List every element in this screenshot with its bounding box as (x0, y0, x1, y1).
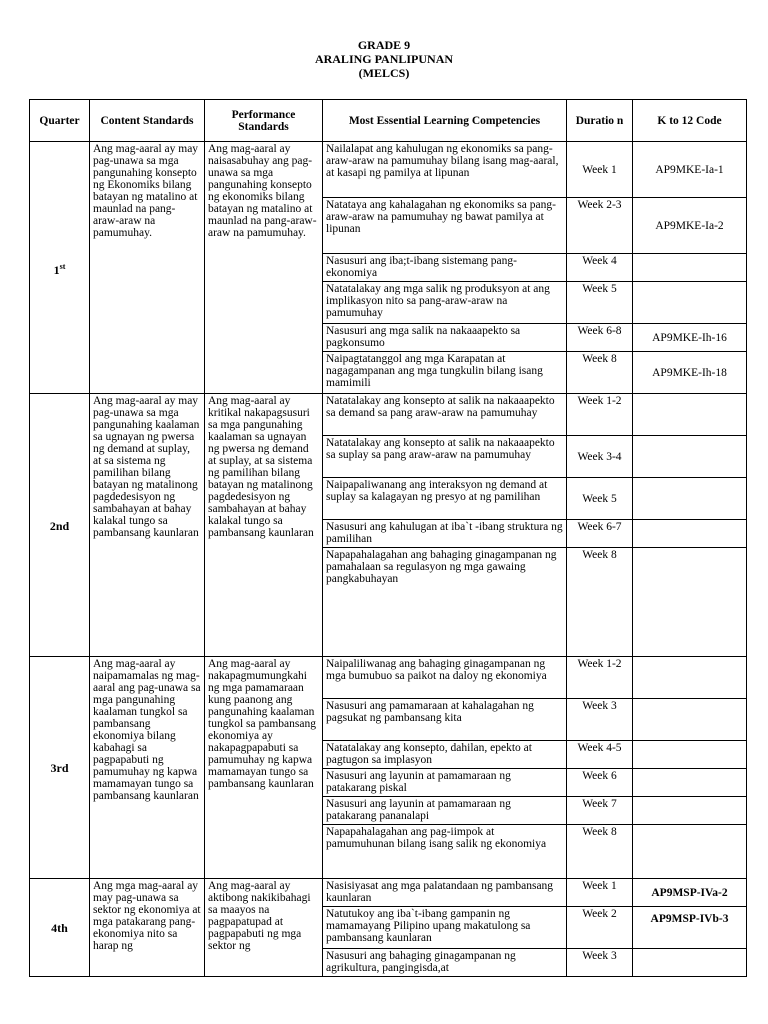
content-standard-cell: Ang mag-aaral ay may pag-unawa sa mga pangunahing konsepto ng Ekonomiks bilang batayan ng matalino at maunlad na pang-araw-araw na pamumuhay. (90, 142, 205, 394)
code-cell (633, 699, 747, 741)
table-row (30, 657, 747, 699)
doc-title-grade: GRADE 9 (357, 38, 411, 52)
col-header-quarter: Quarter (30, 100, 90, 142)
duration-cell: Week 3-4 (567, 436, 633, 478)
col-header-duration: Duratio n (567, 100, 633, 142)
table-row (30, 394, 747, 436)
doc-title-melcs: (MELCS) (358, 66, 410, 80)
performance-standard-cell: Ang mag-aaral ay aktibong nakikibahagi sa maayos na pagpapatupad at pagpapabuti ng mga sektor ng (205, 879, 323, 977)
performance-standard-cell: Ang mag-aaral ay kritikal nakapagsusuri sa mga pangunahing kaalaman sa ugnayan ng pwersa ng demand at suplay, at sa sistema ng pamilihan bilang batayan ng matalinong pagdedesisyon ng sambahayan at bahay kalakal tungo sa pambansang kaunlaran (205, 394, 323, 657)
competency-cell: Nasusuri ang kahulugan at iba`t -ibang struktura ng pamilihan (323, 520, 567, 548)
content-standard-cell: Ang mag-aaral ay may pag-unawa sa mga pangunahing kaalaman sa ugnayan ng pwersa ng demand at suplay, at sa sistema ng pamilihan bilang batayan ng matalinong pagdedesisyon ng sambahayan at bahay kalakal tungo sa pambansang kaunlaran (90, 394, 205, 657)
duration-cell: Week 6-8 (567, 324, 633, 352)
code-cell: AP9MSP-IVb-3 (633, 907, 747, 949)
duration-cell: Week 1-2 (567, 394, 633, 436)
code-cell (633, 797, 747, 825)
col-header-competencies: Most Essential Learning Competencies (323, 100, 567, 142)
competency-cell: Nasusuri ang layunin at pamamaraan ng patakarang piskal (323, 769, 567, 797)
competency-cell: Nasusuri ang pamamaraan at kahalagahan ng pagsukat ng pambansang kita (323, 699, 567, 741)
performance-standard-cell: Ang mag-aaral ay naisasabuhay ang pag-unawa sa mga pangunahing konsepto ng ekonomiks bilang batayan ng matalino at maunlad na pang-araw-araw na pamumuhay. (205, 142, 323, 394)
competency-cell: Natatalakay ang konsepto at salik na nakaaapekto sa demand sa pang araw-araw na pamumuhay (323, 394, 567, 436)
duration-cell: Week 5 (567, 282, 633, 324)
col-header-performance: Performance Standards (205, 100, 323, 142)
code-cell (633, 825, 747, 879)
quarter-cell-4: 4th (30, 879, 90, 977)
quarter-cell-3: 3rd (30, 657, 90, 879)
code-cell: AP9MKE-Ia-2 (633, 198, 747, 254)
duration-cell: Week 8 (567, 825, 633, 879)
col-header-content: Content Standards (90, 100, 205, 142)
competency-cell: Nasusuri ang iba;t-ibang sistemang pang-ekonomiya (323, 254, 567, 282)
competency-cell: Natataya ang kahalagahan ng ekonomiks sa pang-araw-araw na pamumuhay ng bawat pamilya at lipunan (323, 198, 567, 254)
competency-cell: Naipaliliwanag ang bahaging ginagampanan ng mga bumubuo sa paikot na daloy ng ekonomiya (323, 657, 567, 699)
competency-cell: Naipapaliwanang ang interaksyon ng demand at suplay sa kalagayan ng presyo at ng pamilihan (323, 478, 567, 520)
performance-standard-cell: Ang mag-aaral ay nakapagmumungkahi ng mga pamamaraan kung paanong ang pangunahing kaalaman tungkol sa pambansang ekonomiya ay nakapagpapabuti sa pamumuhay ng kapwa mamamayan tungo sa pambansang kaunlaran (205, 657, 323, 879)
competency-cell: Nasusuri ang bahaging ginagampanan ng agrikultura, pangingisda,at (323, 949, 567, 977)
competency-cell: Nasusuri ang mga salik na nakaaapekto sa pagkonsumo (323, 324, 567, 352)
competency-cell: Natutukoy ang iba`t-ibang gampanin ng mamamayang Pilipino upang makatulong sa pambansang kaunlaran (323, 907, 567, 949)
quarter-cell-2: 2nd (30, 394, 90, 657)
quarter-cell-1: 1st (30, 142, 90, 394)
table-header-row (30, 100, 747, 142)
competency-cell: Naipagtatanggol ang mga Karapatan at nagagampanan ang mga tungkulin bilang isang mamimili (323, 352, 567, 394)
duration-cell: Week 4-5 (567, 741, 633, 769)
code-cell: AP9MKE-Ih-16 (633, 324, 747, 352)
duration-cell: Week 8 (567, 352, 633, 394)
competency-cell: Napapahalagahan ang pag-iimpok at pamumuhunan bilang isang salik ng ekonomiya (323, 825, 567, 879)
content-standard-cell: Ang mag-aaral ay naipamamalas ng mag-aaral ang pag-unawa sa mga pangunahing kaalaman tungkol sa pambansang ekonomiya bilang kabahagi sa pagpapabuti ng pamumuhay ng kapwa mamamayan tungo sa pambansang kaunlaran (90, 657, 205, 879)
code-cell: AP9MSP-IVa-2 (633, 879, 747, 907)
duration-cell: Week 1 (567, 142, 633, 198)
duration-cell: Week 5 (567, 478, 633, 520)
code-cell (633, 282, 747, 324)
duration-cell: Week 6 (567, 769, 633, 797)
table-row (30, 142, 747, 198)
code-cell (633, 769, 747, 797)
code-cell (633, 478, 747, 520)
code-cell (633, 741, 747, 769)
competency-cell: Nailalapat ang kahulugan ng ekonomiks sa pang-araw-araw na pamumuhay bilang isang mag-aaral, at kasapi ng pamilya at lipunan (323, 142, 567, 198)
code-cell: AP9MKE-Ia-1 (633, 142, 747, 198)
code-cell (633, 657, 747, 699)
duration-cell: Week 1 (567, 879, 633, 907)
duration-cell: Week 4 (567, 254, 633, 282)
col-header-code: K to 12 Code (633, 100, 747, 142)
duration-cell: Week 7 (567, 797, 633, 825)
table-row (30, 879, 747, 907)
content-standard-cell: Ang mga mag-aaral ay may pag-unawa sa sektor ng ekonomiya at mga patakarang pang-ekonomiya nito sa harap ng (90, 879, 205, 977)
competency-cell: Natatalakay ang mga salik ng produksyon at ang implikasyon nito sa pang-araw-araw na pamumuhay (323, 282, 567, 324)
duration-cell: Week 3 (567, 699, 633, 741)
competency-cell: Natatalakay ang konsepto, dahilan, epekto at pagtugon sa implasyon (323, 741, 567, 769)
code-cell (633, 436, 747, 478)
duration-cell: Week 6-7 (567, 520, 633, 548)
duration-cell: Week 3 (567, 949, 633, 977)
melcs-table (29, 99, 747, 977)
duration-cell: Week 2 (567, 907, 633, 949)
duration-cell: Week 1-2 (567, 657, 633, 699)
code-cell: AP9MKE-Ih-18 (633, 352, 747, 394)
competency-cell: Napapahalagahan ang bahaging ginagampanan ng pamahalaan sa regulasyon ng mga gawaing pangkabuhayan (323, 548, 567, 657)
code-cell (633, 520, 747, 548)
doc-title-subject: ARALING PANLIPUNAN (314, 52, 454, 66)
code-cell (633, 949, 747, 977)
duration-cell: Week 8 (567, 548, 633, 657)
competency-cell: Natatalakay ang konsepto at salik na nakaaapekto sa suplay sa pang araw-araw na pamumuhay (323, 436, 567, 478)
code-cell (633, 548, 747, 657)
code-cell (633, 254, 747, 282)
code-cell (633, 394, 747, 436)
competency-cell: Nasisiyasat ang mga palatandaan ng pambansang kaunlaran (323, 879, 567, 907)
competency-cell: Nasusuri ang layunin at pamamaraan ng patakarang pananalapi (323, 797, 567, 825)
duration-cell: Week 2-3 (567, 198, 633, 254)
